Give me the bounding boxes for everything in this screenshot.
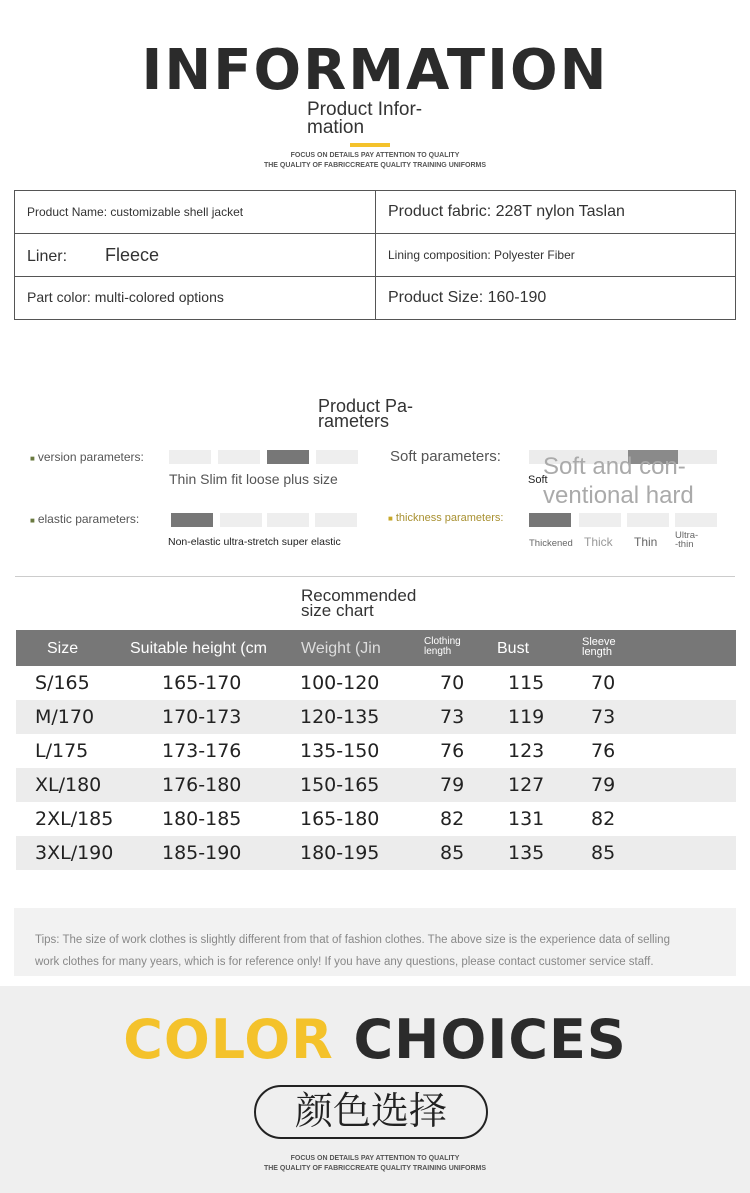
table-cell: 100-120 xyxy=(300,672,380,694)
section-subtitle: Product Infor- mation xyxy=(307,99,423,138)
tagline: FOCUS ON DETAILS PAY ATTENTION TO QUALITY THE QUALITY OF FABRICCREATE QUALITY TRAINING UNIFORMS xyxy=(263,1155,487,1172)
info-cell xyxy=(15,277,376,320)
param-box xyxy=(267,513,309,527)
table-cell: 150-165 xyxy=(300,774,380,796)
table-cell: 115 xyxy=(508,672,545,694)
table-cell: XL/180 xyxy=(35,774,102,796)
table-cell: M/170 xyxy=(35,706,95,728)
product-fabric: Product fabric: 228T nylon Taslan xyxy=(388,203,625,220)
param-box xyxy=(675,513,717,527)
param-box xyxy=(315,513,357,527)
size-chart-title: Recommended size chart xyxy=(301,586,417,620)
table-cell: 85 xyxy=(440,842,465,864)
table-cell: 70 xyxy=(591,672,616,694)
table-cell: 170-173 xyxy=(162,706,242,728)
table-row xyxy=(16,768,736,802)
param-box-selected xyxy=(171,513,213,527)
table-cell: 135 xyxy=(508,842,545,864)
table-cell: 123 xyxy=(508,740,545,762)
table-cell: 73 xyxy=(440,706,465,728)
params-title: Product Pa- rameters xyxy=(318,396,414,431)
table-cell: 70 xyxy=(440,672,465,694)
accent-bar xyxy=(350,143,390,147)
version-param-label: ■ version parameters: xyxy=(30,450,144,464)
table-cell: 176-180 xyxy=(162,774,242,796)
table-cell: L/175 xyxy=(35,740,89,762)
table-row xyxy=(16,802,736,836)
table-row xyxy=(16,734,736,768)
elastic-param-label: ■ elastic parameters: xyxy=(30,512,140,526)
soft-overlay-text: Soft and con- ventional hard xyxy=(543,453,694,509)
table-row xyxy=(16,666,736,700)
param-box xyxy=(169,450,211,464)
thickness-option: Ultra- -thin xyxy=(675,530,699,550)
thickness-option: Thickened xyxy=(529,538,573,549)
table-cell: 82 xyxy=(440,808,465,830)
table-cell: 185-190 xyxy=(162,842,242,864)
info-cell xyxy=(376,234,736,277)
table-cell: 76 xyxy=(440,740,465,762)
param-box xyxy=(579,513,621,527)
bullet-icon: ■ xyxy=(388,514,393,523)
table-cell: 180-195 xyxy=(300,842,380,864)
table-cell: 79 xyxy=(440,774,465,796)
lining-composition: Lining composition: Polyester Fiber xyxy=(388,248,575,262)
table-cell: 119 xyxy=(508,706,545,728)
col-size: Size xyxy=(47,640,79,657)
product-info-table xyxy=(14,190,736,320)
divider xyxy=(15,576,735,577)
liner-value: Fleece xyxy=(105,244,160,265)
col-bust: Bust xyxy=(497,640,530,657)
thickness-param-label: ■ thickness parameters: xyxy=(388,512,504,524)
col-sleeve-length: Sleeve length xyxy=(582,636,616,658)
table-row xyxy=(16,836,736,870)
color-choices-pill: 颜色选择 xyxy=(254,1085,488,1139)
table-cell: 180-185 xyxy=(162,808,242,830)
col-height: Suitable height (cm xyxy=(130,640,267,657)
table-cell: 85 xyxy=(591,842,616,864)
table-cell: 120-135 xyxy=(300,706,380,728)
bullet-icon: ■ xyxy=(30,516,35,525)
liner-label: Liner: xyxy=(27,247,68,265)
param-box xyxy=(218,450,260,464)
soft-param-label: Soft parameters: xyxy=(390,448,501,465)
param-box-selected xyxy=(267,450,309,464)
table-row xyxy=(16,700,736,734)
table-cell: 73 xyxy=(591,706,616,728)
thickness-option: Thin xyxy=(634,535,658,549)
tips-text: Tips: The size of work clothes is slightly different from that of fashion clothes. The above size is the experience data of selling work clothes for many years, which is for reference only! If you have any questions, please contact customer service staff. xyxy=(35,934,670,968)
table-cell: 2XL/185 xyxy=(35,808,114,830)
table-cell: 3XL/190 xyxy=(35,842,114,864)
param-box-selected xyxy=(529,513,571,527)
product-name: Product Name: customizable shell jacket xyxy=(27,205,244,219)
info-cell xyxy=(376,191,736,234)
table-cell: 165-180 xyxy=(300,808,380,830)
part-color: Part color: multi-colored options xyxy=(27,289,224,305)
param-box xyxy=(316,450,358,464)
col-clothing-length: Clothing length xyxy=(424,636,461,657)
product-size: Product Size: 160-190 xyxy=(388,289,547,306)
param-box xyxy=(220,513,262,527)
size-table-header xyxy=(16,630,736,666)
color-choices-title: COLOR CHOICES xyxy=(123,1008,627,1071)
soft-small-label: Soft xyxy=(528,474,548,486)
info-cell xyxy=(376,277,736,320)
thickness-option: Thick xyxy=(584,535,613,549)
table-cell: 76 xyxy=(591,740,616,762)
table-cell: 165-170 xyxy=(162,672,242,694)
info-cell xyxy=(15,234,376,277)
table-cell: 127 xyxy=(508,774,545,796)
table-cell: S/165 xyxy=(35,672,90,694)
param-box xyxy=(627,513,669,527)
tips-box xyxy=(14,908,736,976)
col-weight: Weight (Jin xyxy=(301,640,381,657)
tagline: FOCUS ON DETAILS PAY ATTENTION TO QUALITY THE QUALITY OF FABRICCREATE QUALITY TRAINING UNIFORMS xyxy=(263,152,487,169)
bullet-icon: ■ xyxy=(30,454,35,463)
table-cell: 82 xyxy=(591,808,616,830)
info-cell xyxy=(15,191,376,234)
table-cell: 131 xyxy=(508,808,545,830)
table-cell: 135-150 xyxy=(300,740,380,762)
table-cell: 79 xyxy=(591,774,616,796)
table-cell: 173-176 xyxy=(162,740,242,762)
version-options: Thin Slim fit loose plus size xyxy=(169,471,338,487)
page-title: INFORMATION xyxy=(141,38,609,103)
elastic-options: Non-elastic ultra-stretch super elastic xyxy=(168,536,341,548)
